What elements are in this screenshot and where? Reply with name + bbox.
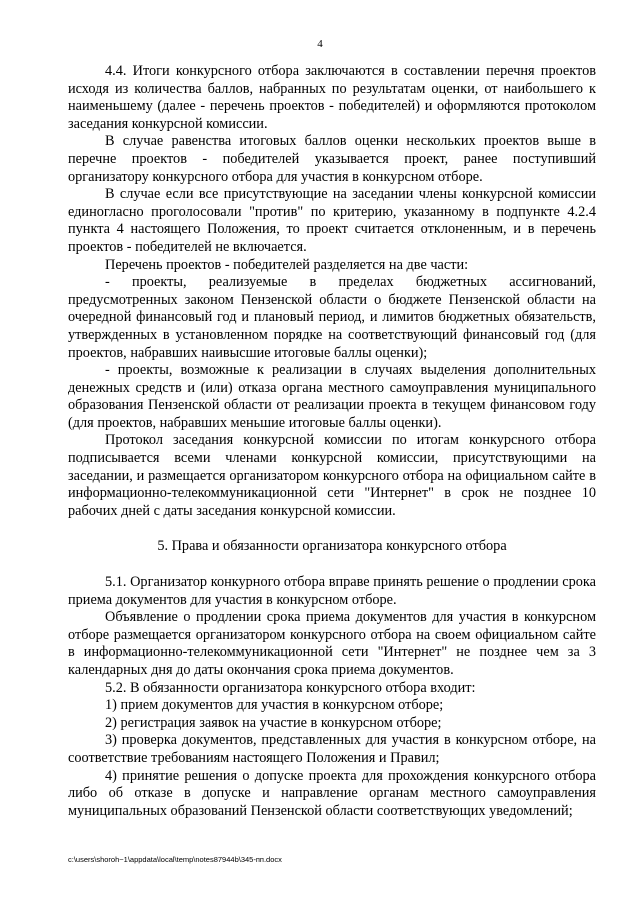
paragraph: Протокол заседания конкурсной комиссии по итогам конкурсного отбора подписывается всеми членами конкурсной комиссии, присутствующими на заседании, и размещается организатором конкурсного отбора на официальном сайте в информационно-телекоммуникационной сети "Интернет" в срок не позднее 10 рабочих дней с даты заседания конкурсной комиссии. [68,432,596,519]
paragraph: Перечень проектов - победителей разделяется на две части: [105,256,469,273]
list-item: 3) проверка документов, представленных для участия в конкурсном отборе, на соответствие требованиям настоящего Положения и Правил; [68,732,596,766]
list-item: - проекты, возможные к реализации в случаях выделения дополнительных денежных средств и (или) отказа органа местного самоуправления муниципального образования Пензенской области от реализации проекта в текущем финансовом году (для проектов, набравших меньшие итоговые баллы оценки). [68,362,596,431]
paragraph: В случае если все присутствующие на заседании члены конкурсной комиссии единогласно проголосовали "против" по критерию, указанному в подпункте 4.2.4 пункта 4 настоящего Положения, то проект считается отклоненным, и в перечень проектов - победителей не включается. [68,186,596,255]
paragraph: Объявление о продлении срока приема документов для участия в конкурсном отборе размещается организатором конкурсного отбора на своем официальном сайте в информационно-телекоммуникационной сети "Интернет" не позднее чем за 3 календарных дня до даты окончания срока приема документов. [68,609,596,678]
list-item: 2) регистрация заявок на участие в конкурсном отборе; [105,714,442,731]
paragraph: 4.4. Итоги конкурсного отбора заключаются в составлении перечня проектов исходя из количества баллов, набранных по результатам оценки, от наибольшего к наименьшему (далее - перечень проектов - победителей) и оформляются протоколом заседания конкурсной комиссии. [68,63,596,132]
paragraph: 5.1. Организатор конкурного отбора вправе принять решение о продлении срока приема документов для участия в конкурсном отборе. [68,574,596,608]
list-item: 4) принятие решения о допуске проекта для прохождения конкурсного отбора либо об отказе в допуске и направление органам местного самоуправления муниципальных образований Пензенской области соответствующих уведомлений; [68,767,596,819]
section-heading: 5. Права и обязанности организатора конкурсного отбора [157,538,507,555]
document-body [68,63,596,820]
paragraph: 5.2. В обязанности организатора конкурсного отбора входит: [105,679,476,696]
paragraph: В случае равенства итоговых баллов оценки нескольких проектов выше в перечне проектов - победителей указывается проект, ранее поступивший организатору конкурсного отбора для участия в конкурсном отборе. [68,133,596,185]
list-item: 1) прием документов для участия в конкурсном отборе; [105,697,444,714]
file-path-footer: c:\users\shoroh~1\appdata\local\temp\notes87944b\345-пп.docx [68,855,282,864]
list-item: - проекты, реализуемые в пределах бюджетных ассигнований, предусмотренных законом Пензенской области о бюджете Пензенской области на очередной финансовый год и плановый период, и лимитов бюджетных обязательств, утвержденных в установленном порядке на соответствующий финансовый год (для проектов, набравших наивысшие итоговые баллы оценки); [68,274,596,361]
page-number: 4 [317,38,323,50]
